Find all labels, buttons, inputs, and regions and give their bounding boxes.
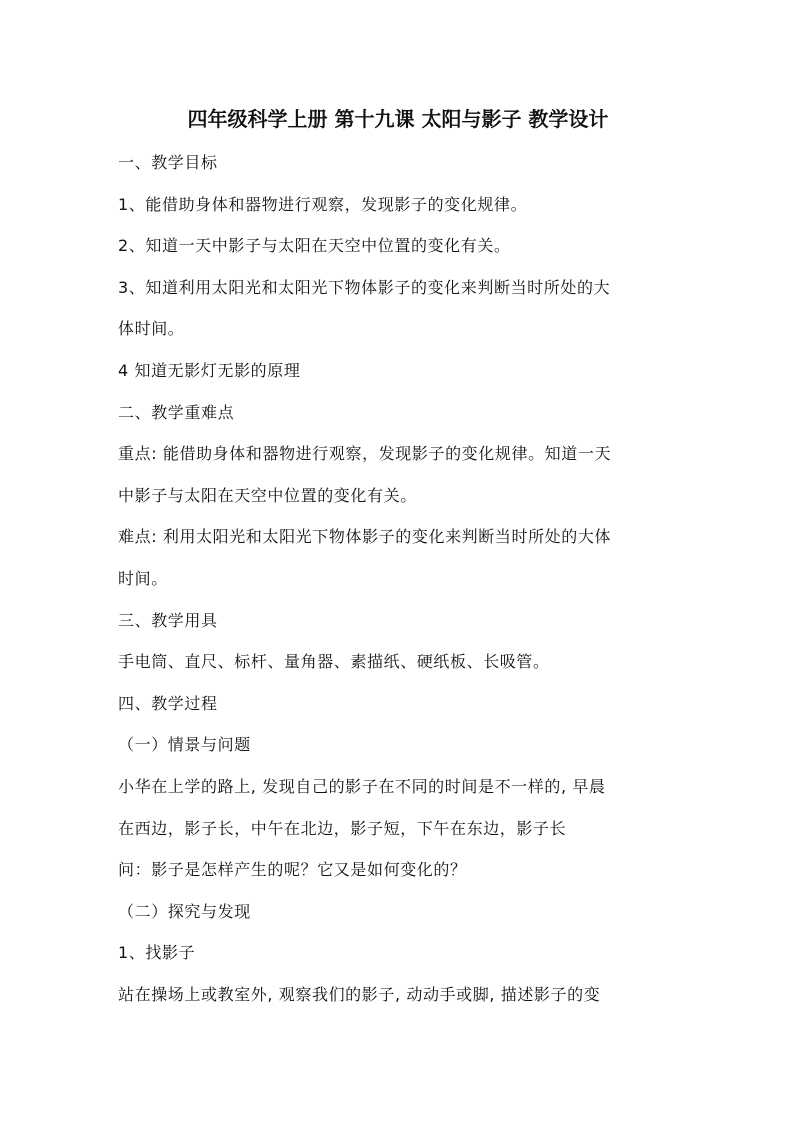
key-point-text: 重点: 能借助身体和器物进行观察，发现影子的变化规律。知道一天 (118, 444, 612, 464)
section-heading-teaching-tools: 三、教学用具 (118, 610, 218, 630)
goal-item-4: 4 知道无影灯无影的原理 (118, 360, 301, 380)
section-heading-key-points: 二、教学重难点 (118, 402, 235, 422)
subsection-heading-exploration: （二）探究与发现 (118, 901, 251, 921)
subsection-heading-scenario: （一）情景与问题 (118, 735, 251, 755)
teaching-tools-list: 手电筒、直尺、标杆、量角器、素描纸、硬纸板、长吸管。 (118, 652, 550, 672)
scenario-question: 问：影子是怎样产生的呢？它又是如何变化的？ (118, 860, 467, 880)
goal-item-3: 3、知道利用太阳光和太阳光下物体影子的变化来判断当时所处的大 (118, 277, 611, 297)
difficult-point-text-continued: 时间。 (118, 568, 168, 588)
goal-item-3-continued: 体时间。 (118, 319, 185, 339)
scenario-paragraph-line-2: 在西边，影子长，中午在北边，影子短，下午在东边，影子长 (118, 818, 567, 838)
document-body (118, 142, 678, 1015)
scenario-paragraph-line-1: 小华在上学的路上, 发现自己的影子在不同的时间是不一样的, 早晨 (118, 776, 606, 796)
document-page (118, 100, 678, 1015)
activity-heading-find-shadow: 1、找影子 (118, 943, 196, 963)
document-title: 四年级科学上册 第十九课 太阳与影子 教学设计 (187, 107, 609, 131)
difficult-point-text: 难点: 利用太阳光和太阳光下物体影子的变化来判断当时所处的大体 (118, 527, 612, 547)
goal-item-2: 2、知道一天中影子与太阳在天空中位置的变化有关。 (118, 236, 511, 256)
goal-item-1: 1、能借助身体和器物进行观察，发现影子的变化规律。 (118, 194, 528, 214)
activity-description: 站在操场上或教室外, 观察我们的影子, 动动手或脚, 描述影子的变 (118, 984, 601, 1004)
section-heading-teaching-process: 四、教学过程 (118, 693, 218, 713)
key-point-text-continued: 中影子与太阳在天空中位置的变化有关。 (118, 485, 417, 505)
section-heading-teaching-goals: 一、教学目标 (118, 153, 218, 172)
